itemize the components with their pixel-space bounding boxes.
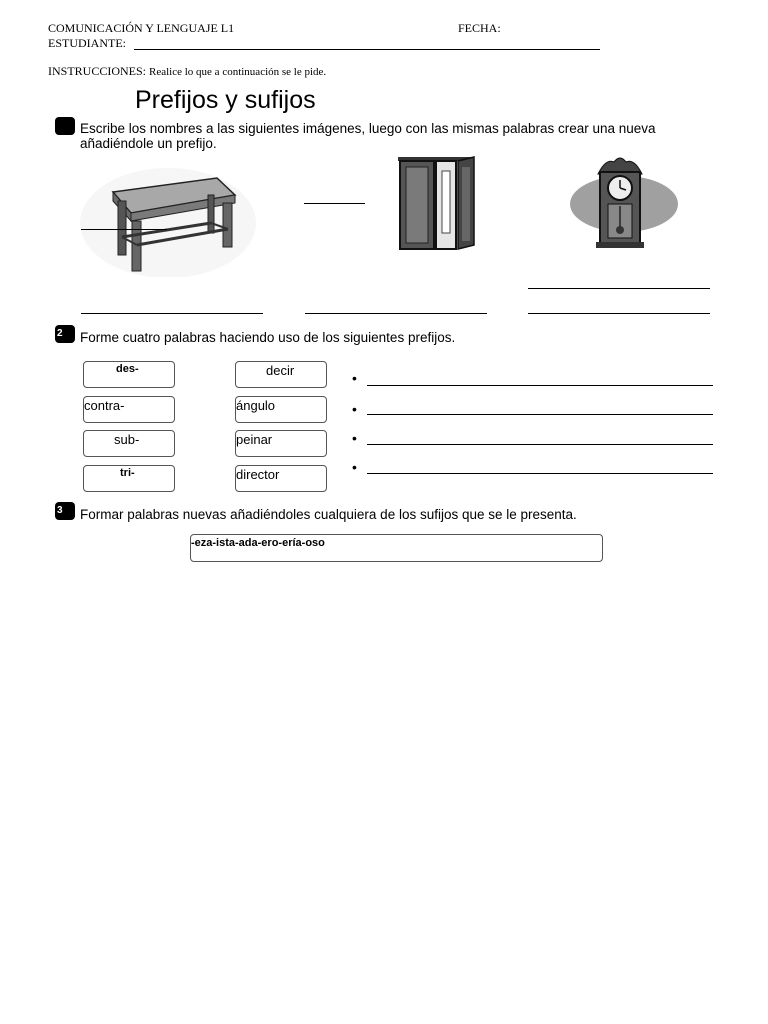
root-box-peinar bbox=[235, 430, 327, 457]
section-3-text: Formar palabras nuevas añadiéndoles cualquiera de los sufijos que se le presenta. bbox=[80, 507, 577, 522]
section-2-text: Forme cuatro palabras haciendo uso de los siguientes prefijos. bbox=[80, 330, 456, 345]
wardrobe-image bbox=[396, 155, 478, 253]
section-2-badge: 2 bbox=[55, 325, 75, 343]
suffix-list: -eza-ista-ada-ero-ería-oso bbox=[191, 537, 325, 549]
student-label: ESTUDIANTE: bbox=[48, 36, 126, 50]
prefix-box-contra bbox=[83, 396, 175, 423]
prefix-box-sub bbox=[83, 430, 175, 457]
answer-line-3[interactable] bbox=[367, 444, 713, 445]
date-label: FECHA: bbox=[458, 21, 501, 35]
suffix-box bbox=[190, 534, 603, 562]
course-title: COMUNICACIÓN Y LENGUAJE L1 bbox=[48, 21, 235, 35]
instructions bbox=[48, 64, 326, 79]
prefix-contra: contra- bbox=[84, 398, 125, 413]
prefix-sub: sub- bbox=[114, 432, 140, 447]
section-1-text-line1: Escribe los nombres a las siguientes imágenes, luego con las mismas palabras crear una nueva bbox=[80, 121, 656, 136]
clock-image bbox=[568, 154, 680, 250]
section-1-text-line2: añadiéndole un prefijo. bbox=[80, 136, 217, 151]
instructions-text: Realice lo que a continuación se le pide. bbox=[149, 66, 327, 78]
wardrobe-name-line[interactable] bbox=[304, 203, 365, 204]
wardrobe-prefix-line[interactable] bbox=[305, 313, 487, 314]
root-peinar: peinar bbox=[236, 432, 273, 447]
answer-line-4[interactable] bbox=[367, 473, 713, 474]
root-box-angulo bbox=[235, 396, 327, 423]
bullet-2: • bbox=[352, 401, 357, 417]
bullet-4: • bbox=[352, 459, 357, 475]
student-name-line[interactable] bbox=[134, 49, 600, 50]
answer-line-2[interactable] bbox=[367, 414, 713, 415]
prefix-box-des bbox=[83, 361, 175, 388]
clock-name-line[interactable] bbox=[528, 288, 710, 289]
bullet-3: • bbox=[352, 430, 357, 446]
root-box-director bbox=[235, 465, 327, 492]
prefix-tri: tri- bbox=[120, 467, 135, 479]
table-image bbox=[80, 165, 260, 277]
section-1-badge bbox=[55, 117, 75, 135]
bullet-1: • bbox=[352, 370, 357, 386]
table-name-line[interactable] bbox=[81, 229, 167, 230]
prefix-box-tri bbox=[83, 465, 175, 492]
root-angulo: ángulo bbox=[236, 398, 276, 413]
clock-prefix-line[interactable] bbox=[528, 313, 710, 314]
page-title: Prefijos y sufijos bbox=[135, 86, 316, 114]
section-3-badge: 3 bbox=[55, 502, 75, 520]
prefix-des: des- bbox=[116, 363, 139, 375]
answer-line-1[interactable] bbox=[367, 385, 713, 386]
root-decir: decir bbox=[266, 363, 295, 378]
instructions-label: INSTRUCCIONES: bbox=[48, 64, 147, 78]
table-prefix-line[interactable] bbox=[81, 313, 263, 314]
root-director: director bbox=[236, 467, 280, 482]
root-box-decir bbox=[235, 361, 327, 388]
